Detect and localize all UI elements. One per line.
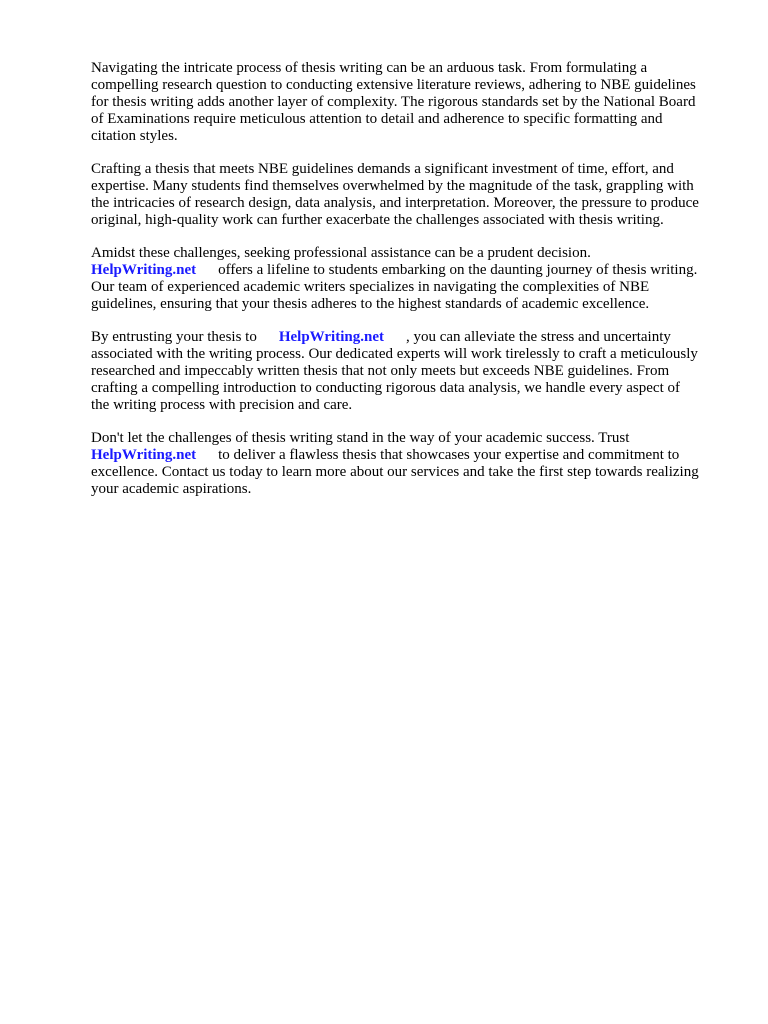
text-line: your academic aspirations. (91, 481, 252, 497)
text-line: Our team of experienced academic writers specializes in navigating the complexities of NBE (91, 279, 650, 295)
document-body (91, 60, 731, 514)
text-line: associated with the writing process. Our dedicated experts will work tirelessly to craft a meticulously (91, 346, 698, 362)
text-segment: , you can alleviate the stress and uncertainty (405, 329, 671, 345)
text-line: researched and impeccably written thesis that not only meets but exceeds NBE guidelines. From (91, 363, 670, 379)
paragraph-1 (91, 60, 731, 145)
text-line: compelling research question to conducting extensive literature reviews, adhering to NBE guidelines (91, 77, 696, 93)
paragraph-4 (91, 329, 731, 414)
text-line: Navigating the intricate process of thesis writing can be an arduous task. From formulating a (91, 60, 648, 76)
text-line: of Examinations require meticulous attention to detail and adherence to specific formatting and (91, 111, 663, 127)
helpwriting-link[interactable]: HelpWriting.net (278, 329, 384, 345)
paragraph-5 (91, 430, 731, 498)
text-line: crafting a compelling introduction to conducting rigorous data analysis, we handle every aspect of (91, 380, 680, 396)
text-line: excellence. Contact us today to learn more about our services and take the first step towards realizing (91, 464, 699, 480)
text-line: citation styles. (91, 128, 178, 144)
text-line-with-link (91, 262, 731, 279)
helpwriting-link[interactable]: HelpWriting.net (91, 262, 197, 278)
paragraph-3 (91, 245, 731, 313)
text-line: original, high-quality work can further exacerbate the challenges associated with thesis writing. (91, 212, 664, 228)
text-line: expertise. Many students find themselves overwhelmed by the magnitude of the task, grappling with (91, 178, 694, 194)
text-line: for thesis writing adds another layer of complexity. The rigorous standards set by the National Board (91, 94, 696, 110)
helpwriting-link[interactable]: HelpWriting.net (91, 447, 197, 463)
text-line-with-link (91, 329, 731, 346)
text-line: Crafting a thesis that meets NBE guidelines demands a significant investment of time, effort, and (91, 161, 674, 177)
text-line: Don't let the challenges of thesis writing stand in the way of your academic success. Trust (91, 430, 630, 446)
text-line: guidelines, ensuring that your thesis adheres to the highest standards of academic excellence. (91, 296, 650, 312)
paragraph-2 (91, 161, 731, 229)
text-line-with-link (91, 447, 731, 464)
text-line: Amidst these challenges, seeking professional assistance can be a prudent decision. (91, 245, 591, 261)
text-segment: offers a lifeline to students embarking on the daunting journey of thesis writing. (218, 262, 698, 278)
text-segment: By entrusting your thesis to (91, 329, 257, 345)
text-segment: to deliver a flawless thesis that showcases your expertise and commitment to (218, 447, 680, 463)
text-line: the intricacies of research design, data analysis, and interpretation. Moreover, the pressure to produce (91, 195, 699, 211)
text-line: the writing process with precision and care. (91, 397, 353, 413)
